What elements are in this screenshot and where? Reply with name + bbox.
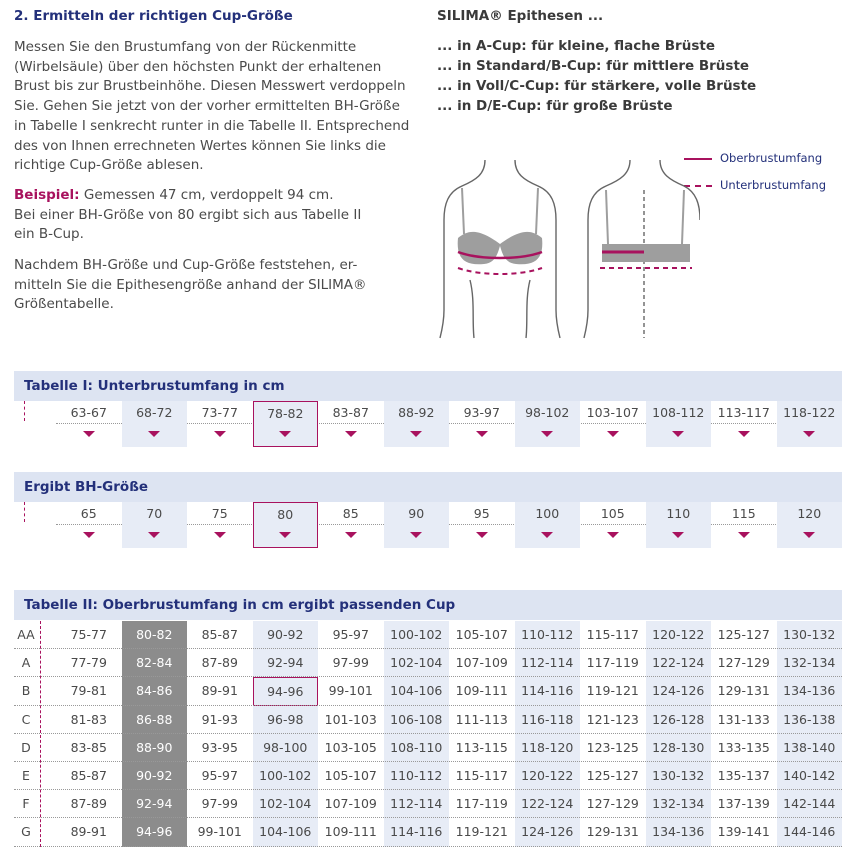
table-cell: 112-114 xyxy=(515,649,581,677)
down-arrow-icon xyxy=(803,431,815,437)
table-cell: 116-118 xyxy=(515,706,581,734)
table-cell: 100-102 xyxy=(384,621,450,649)
down-arrow-icon xyxy=(672,532,684,538)
table-cell xyxy=(318,502,384,548)
cup-label: D xyxy=(21,739,31,755)
cell-value: 105 xyxy=(600,506,625,521)
table-cell: 87-89 xyxy=(70,796,107,812)
text-line: des von Ihnen errechneten Wertes können Sie links die xyxy=(14,137,386,154)
table-cell: 77-79 xyxy=(70,655,107,671)
text-line: mitteln Sie die Epithesengröße anhand der SILIMA® xyxy=(14,276,367,293)
down-arrow-icon xyxy=(83,431,95,437)
table-cell: 96-98 xyxy=(253,706,319,734)
table-cell: 90-92 xyxy=(122,762,188,790)
table-cell: 93-95 xyxy=(201,739,238,755)
table-cell: 107-109 xyxy=(324,796,377,812)
torso-illustration xyxy=(430,160,700,340)
down-arrow-icon xyxy=(148,431,160,437)
table-cell: 97-99 xyxy=(332,655,369,671)
down-arrow-icon xyxy=(803,532,815,538)
table-cell xyxy=(56,502,122,548)
table1-header xyxy=(14,371,842,401)
row-separator xyxy=(24,502,25,522)
cell-value: 80 xyxy=(277,507,294,522)
table-cell: 122-124 xyxy=(646,649,712,677)
table-cell: 137-139 xyxy=(717,796,770,812)
table-cell: 114-116 xyxy=(384,818,450,846)
table-cell: 125-127 xyxy=(586,768,639,783)
table1-title: Tabelle I: Unterbrustumfang in cm xyxy=(24,378,285,394)
down-arrow-icon xyxy=(607,532,619,538)
silima-cup-list xyxy=(437,36,756,116)
table-cell xyxy=(515,401,581,447)
table-cell: 127-129 xyxy=(717,655,770,671)
table2-body xyxy=(14,621,842,849)
table-cell: 99-101 xyxy=(197,824,242,840)
table-cell: 142-144 xyxy=(777,790,843,818)
table-cell: 134-136 xyxy=(777,677,843,705)
text-line: Bei einer BH-Größe von 80 ergibt sich aus Tabelle II xyxy=(14,206,362,223)
table-cell: 120-122 xyxy=(646,621,712,649)
text-line: Größentabelle. xyxy=(14,296,114,313)
table-cell: 119-121 xyxy=(586,683,639,699)
text-line: Brust bis zur Brustbeinhöhe. Diesen Messwert verdoppeln xyxy=(14,78,406,95)
table-cell: 92-94 xyxy=(122,790,188,818)
table-cell: 110-112 xyxy=(515,621,581,649)
table-cell: 85-87 xyxy=(70,768,107,783)
table-cell xyxy=(777,502,843,548)
table-cell: 112-114 xyxy=(384,790,450,818)
down-arrow-icon xyxy=(476,431,488,437)
table-cell: 80-82 xyxy=(122,621,188,649)
text-line: Sie. Gehen Sie jetzt von der vorher ermittelten BH-Größe xyxy=(14,98,400,115)
down-arrow-icon xyxy=(279,431,291,437)
table-cell: 95-97 xyxy=(332,627,369,642)
table-cell xyxy=(384,502,450,548)
table-cell: 103-105 xyxy=(324,739,377,755)
down-arrow-icon xyxy=(148,532,160,538)
table-cell xyxy=(777,401,843,447)
table-cell: 109-111 xyxy=(455,683,508,699)
down-arrow-icon xyxy=(738,431,750,437)
down-arrow-icon xyxy=(541,431,553,437)
table-cell: 136-138 xyxy=(777,706,843,734)
example-paragraph xyxy=(14,186,426,245)
table-cell: 131-133 xyxy=(717,711,770,727)
silima-title: SILIMA® Epithesen ... xyxy=(437,8,604,24)
table-cell: 102-104 xyxy=(253,790,319,818)
table-cell: 86-88 xyxy=(122,706,188,734)
table-cell: 117-119 xyxy=(455,796,508,812)
table-cell: 108-110 xyxy=(384,734,450,762)
cup-label: B xyxy=(21,683,31,699)
table-cell xyxy=(318,401,384,447)
dotted-rule xyxy=(14,846,842,847)
table-cell: 118-120 xyxy=(515,734,581,762)
table-cell: 85-87 xyxy=(201,627,238,642)
table-cell xyxy=(580,502,646,548)
table-cell xyxy=(253,502,319,548)
table-cell: 101-103 xyxy=(324,711,377,727)
table-cell: 123-125 xyxy=(586,739,639,755)
down-arrow-icon xyxy=(672,431,684,437)
down-arrow-icon xyxy=(410,431,422,437)
cell-value: 73-77 xyxy=(201,405,238,420)
cell-value: 78-82 xyxy=(267,406,304,421)
legend-label: Oberbrustumfang xyxy=(720,151,823,165)
text-line: in Tabelle I senkrecht runter in die Tabelle II. Entsprechend xyxy=(14,117,410,134)
table-cell: 138-140 xyxy=(777,734,843,762)
down-arrow-icon xyxy=(214,532,226,538)
cell-value: 70 xyxy=(146,506,163,521)
down-arrow-icon xyxy=(476,532,488,538)
table-cell: 132-134 xyxy=(777,649,843,677)
table-cell: 117-119 xyxy=(586,655,639,671)
table-cell: 130-132 xyxy=(777,621,843,649)
table-cell: 100-102 xyxy=(253,762,319,790)
table-cell: 129-131 xyxy=(586,824,639,840)
table-cell: 99-101 xyxy=(328,683,373,699)
table-cell: 95-97 xyxy=(201,768,238,783)
table-cell: 92-94 xyxy=(253,649,319,677)
cell-value: 98-102 xyxy=(525,405,570,420)
cell-value: 100 xyxy=(535,506,560,521)
cell-value: 95 xyxy=(473,506,490,521)
table-cell: 90-92 xyxy=(253,621,319,649)
text-line: Messen Sie den Brustumfang von der Rückenmitte xyxy=(14,39,357,55)
row-separator xyxy=(40,621,41,847)
table-cell: 122-124 xyxy=(515,790,581,818)
table-cell: 115-117 xyxy=(586,627,639,642)
cell-value: 88-92 xyxy=(398,405,435,420)
table-cell: 87-89 xyxy=(201,655,238,671)
table-cell: 88-90 xyxy=(122,734,188,762)
cup-label: G xyxy=(21,824,31,840)
front-bra-icon xyxy=(458,232,543,264)
down-arrow-icon xyxy=(279,532,291,538)
table-cell: 94-96 xyxy=(253,677,319,705)
table-cell xyxy=(515,502,581,548)
table-cell: 111-113 xyxy=(455,711,508,727)
table-cell: 144-146 xyxy=(777,818,843,846)
bh-title: Ergibt BH-Größe xyxy=(24,479,149,495)
cup-label: F xyxy=(22,796,30,812)
cell-value: 65 xyxy=(80,506,97,521)
table-cell: 102-104 xyxy=(384,649,450,677)
table-cell: 110-112 xyxy=(384,762,450,790)
cell-value: 83-87 xyxy=(332,405,369,420)
legend-dashed xyxy=(684,178,826,192)
down-arrow-icon xyxy=(345,532,357,538)
table-cell: 127-129 xyxy=(586,796,639,812)
table-cell xyxy=(56,401,122,447)
table-cell: 104-106 xyxy=(253,818,319,846)
list-item: ... in Voll/C-Cup: für stärkere, volle Brüste xyxy=(437,78,757,94)
text-line: richtige Cup-Größe ablesen. xyxy=(14,157,204,174)
table-cell xyxy=(449,502,515,548)
table-cell xyxy=(646,401,712,447)
table-cell xyxy=(122,401,188,447)
row-separator xyxy=(24,401,25,421)
table-cell: 105-107 xyxy=(324,768,377,783)
table-cell: 97-99 xyxy=(201,796,238,812)
table-cell: 140-142 xyxy=(777,762,843,790)
table-cell: 82-84 xyxy=(122,649,188,677)
table2-header xyxy=(14,590,842,620)
table-cell: 139-141 xyxy=(717,824,770,840)
table1-row xyxy=(14,401,842,447)
table-cell: 126-128 xyxy=(646,706,712,734)
list-item: ... in A-Cup: für kleine, flache Brüste xyxy=(437,38,715,54)
cell-value: 63-67 xyxy=(70,405,107,420)
next-step-paragraph xyxy=(14,256,426,315)
text-line: ein B-Cup. xyxy=(14,226,84,243)
table-cell: 105-107 xyxy=(455,627,508,642)
table-cell xyxy=(187,502,253,548)
cell-value: 68-72 xyxy=(136,405,173,420)
table-cell: 109-111 xyxy=(324,824,377,840)
down-arrow-icon xyxy=(541,532,553,538)
table-cell xyxy=(449,401,515,447)
cell-value: 120 xyxy=(797,506,822,521)
cell-value: 90 xyxy=(408,506,425,521)
table-cell: 114-116 xyxy=(515,677,581,705)
table-cell: 113-115 xyxy=(455,739,508,755)
cell-value: 115 xyxy=(731,506,756,521)
list-item: ... in Standard/B-Cup: für mittlere Brüste xyxy=(437,58,750,74)
section-heading: 2. Ermitteln der richtigen Cup-Größe xyxy=(14,8,293,24)
table-cell: 133-135 xyxy=(717,739,770,755)
table-cell xyxy=(711,401,777,447)
table-cell: 75-77 xyxy=(70,627,107,642)
table-cell: 89-91 xyxy=(201,683,238,699)
table-cell xyxy=(253,401,319,447)
cell-value: 118-122 xyxy=(783,405,836,420)
table-cell: 115-117 xyxy=(455,768,508,783)
cell-value: 85 xyxy=(342,506,359,521)
table-cell: 89-91 xyxy=(70,824,107,840)
table-cell: 128-130 xyxy=(646,734,712,762)
table-cell: 124-126 xyxy=(515,818,581,846)
table-cell: 84-86 xyxy=(122,677,188,705)
table-cell xyxy=(711,502,777,548)
down-arrow-icon xyxy=(345,431,357,437)
table-cell: 120-122 xyxy=(515,762,581,790)
table-cell: 132-134 xyxy=(646,790,712,818)
table-cell: 83-85 xyxy=(70,739,107,755)
cup-label: A xyxy=(21,655,31,671)
table-cell xyxy=(384,401,450,447)
legend-label: Unterbrustumfang xyxy=(720,178,827,192)
cup-label: E xyxy=(22,768,30,783)
table-cell: 98-100 xyxy=(253,734,319,762)
example-label: Beispiel: xyxy=(14,187,80,203)
front-lower-measure-icon xyxy=(458,268,542,274)
text-line: Gemessen 47 cm, verdoppelt 94 cm. xyxy=(79,187,334,203)
table-cell: 107-109 xyxy=(455,655,508,671)
table-cell: 104-106 xyxy=(384,677,450,705)
front-torso-icon xyxy=(440,160,560,338)
down-arrow-icon xyxy=(214,431,226,437)
table-cell: 135-137 xyxy=(717,768,770,783)
table-cell: 130-132 xyxy=(646,762,712,790)
text-line: (Wirbelsäule) über den höchsten Punkt der erhaltenen xyxy=(14,58,382,75)
table-cell: 119-121 xyxy=(455,824,508,840)
legend-solid xyxy=(684,151,822,165)
instructions-paragraph xyxy=(14,38,426,176)
table-cell xyxy=(646,502,712,548)
down-arrow-icon xyxy=(738,532,750,538)
down-arrow-icon xyxy=(410,532,422,538)
table-cell: 94-96 xyxy=(122,818,188,846)
cell-value: 103-107 xyxy=(586,405,639,420)
bh-row xyxy=(14,502,842,548)
down-arrow-icon xyxy=(83,532,95,538)
table2-title: Tabelle II: Oberbrustumfang in cm ergibt passenden Cup xyxy=(24,597,456,613)
cup-label: AA xyxy=(17,627,35,642)
table-cell: 79-81 xyxy=(70,683,107,699)
table-cell: 121-123 xyxy=(586,711,639,727)
table-cell xyxy=(122,502,188,548)
table-cell: 125-127 xyxy=(717,627,770,642)
table-cell: 124-126 xyxy=(646,677,712,705)
list-item: ... in D/E-Cup: für große Brüste xyxy=(437,98,673,114)
table-cell xyxy=(187,401,253,447)
down-arrow-icon xyxy=(607,431,619,437)
cup-label: C xyxy=(21,711,31,727)
table-cell: 106-108 xyxy=(384,706,450,734)
table-cell: 91-93 xyxy=(201,711,238,727)
cell-value: 110 xyxy=(666,506,691,521)
table-cell: 134-136 xyxy=(646,818,712,846)
cell-value: 75 xyxy=(211,506,228,521)
text-line: Nachdem BH-Größe und Cup-Größe feststehen, er- xyxy=(14,257,358,273)
cell-value: 108-112 xyxy=(652,405,705,420)
table-cell: 81-83 xyxy=(70,711,107,727)
table-cell: 129-131 xyxy=(717,683,770,699)
cell-value: 93-97 xyxy=(463,405,500,420)
table-cell xyxy=(580,401,646,447)
cell-value: 113-117 xyxy=(717,405,770,420)
bh-header xyxy=(14,472,842,502)
